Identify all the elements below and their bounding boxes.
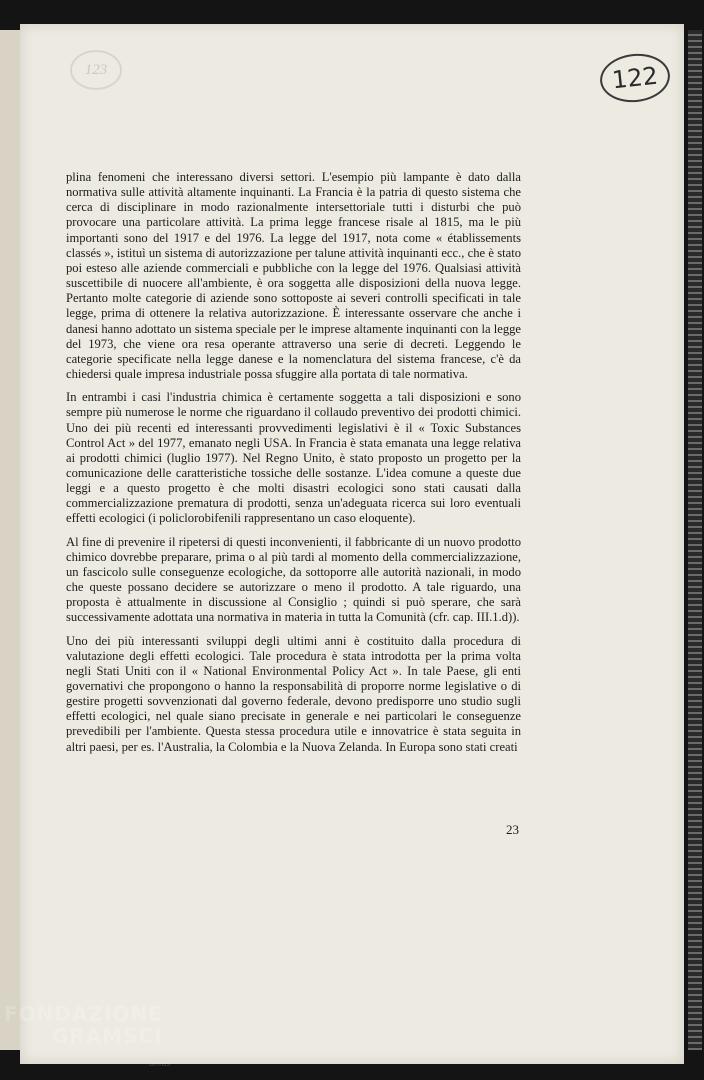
paragraph-2: In entrambi i casi l'industria chimica è certamente soggetta a tali disposizioni e sono sempre più numerose le norme che riguardano il collaudo preventivo dei prodotti chimici. Uno dei più recenti ed interessanti provvedimenti legislativi è il « Toxic Substances Control Act » del 1977, emanato negli USA. In Francia è stata emanata una legge relativa ai prodotti chimici (luglio 1977). Nel Regno Unito, è stato proposto un progetto per la comunicazione delle caratteristiche tossiche delle sostanze. L'idea comune a queste due leggi e a questo progetto è che molti disastri ecologici sono stati causati dalla commercializzazione prematura di prodotti, senza un'adeguata ricerca sui loro eventuali effetti ecologici (i policlorobifenili rappresentano un caso eloquente). xyxy=(66,390,521,526)
binding-edge xyxy=(688,30,702,1050)
body-text xyxy=(66,170,521,763)
faded-page-stamp: 123 xyxy=(70,50,122,90)
watermark-logo xyxy=(4,1002,171,1068)
page-number: 23 xyxy=(506,822,519,837)
document-page xyxy=(20,24,684,1064)
paragraph-3: Al fine di prevenire il ripetersi di questi inconvenienti, il fabbricante di un nuovo prodotto chimico dovrebbe preparare, prima o al più tardi al momento della commercializzazione, un fascicolo sulle conseguenze ecologiche, da sottoporre alle autorità nazionali, in modo che queste possano decidere se autorizzare o meno il prodotto. A tale riguardo, una proposta è attualmente in discussione al Consiglio ; quindi si può sperare, che sarà successivamente adottata una normativa in materia in tutta la Comunità (cfr. cap. III.1.d)). xyxy=(66,534,521,625)
paragraph-4: Uno dei più interessanti sviluppi degli ultimi anni è costituito dalla procedura di valutazione degli effetti ecologici. Tale procedura è stata introdotta per la prima volta negli Stati Uniti con il « National Environmental Policy Act ». In tale Paese, gli enti governativi che propongono o hanno la responsabilità di proporre norme legislative o di gestire progetti sovvenzionati dal governo federale, devono predisporre uno studio sugli effetti ecologici, nel quale siano precisate in generale e nei particolari le conseguenze prevedibili per l'ambiente. Questa stessa procedura utile e innovatrice è stata seguita in altri paesi, per es. l'Australia, la Colombia e la Nuova Zelanda. In Europa sono stati creati xyxy=(66,633,521,754)
watermark-line-2: GRAMSCI xyxy=(52,1024,163,1048)
watermark-line-1: FONDAZIONE xyxy=(4,1002,163,1026)
circled-page-stamp: 122 xyxy=(598,50,673,105)
paragraph-1: plina fenomeni che interessano diversi settori. L'esempio più lampante è dato dalla normativa sulle attività altamente inquinanti. La Francia è la patria di questo sistema che cerca di disciplinare in modo razionalmente intersettoriale tutti i disturbi che può provocare una particolare attività. La prima legge francese risale al 1815, ma le più importanti sono del 1917 e del 1976. La legge del 1917, nota come « établissements classés », istituì un sistema di autorizzazione per talune attività inquinanti ecc., che è stato poi esteso alle aziende commerciali e pubbliche con la legge del 1976. Qualsiasi attività suscettibile di nuocere all'ambiente, è ora soggetta alle disposizioni della nuova legge. Pertanto molte categorie di aziende sono sottoposte ai severi controlli specificati in tale legge, prima di ottenere la relativa autorizzazione. È interessante osservare che anche i danesi hanno adottato un sistema speciale per le imprese altamente inquinanti con la legge del 1973, che viene ora resa operante attraverso una serie di decreti. Leggendo le categorie specificate nella legge danese e la nomenclatura del sistema francese, c'è da chiedersi quale impresa industriale possa sfuggire alla portata di tale normativa. xyxy=(66,170,521,382)
watermark-line-3: onlus xyxy=(149,1059,171,1068)
